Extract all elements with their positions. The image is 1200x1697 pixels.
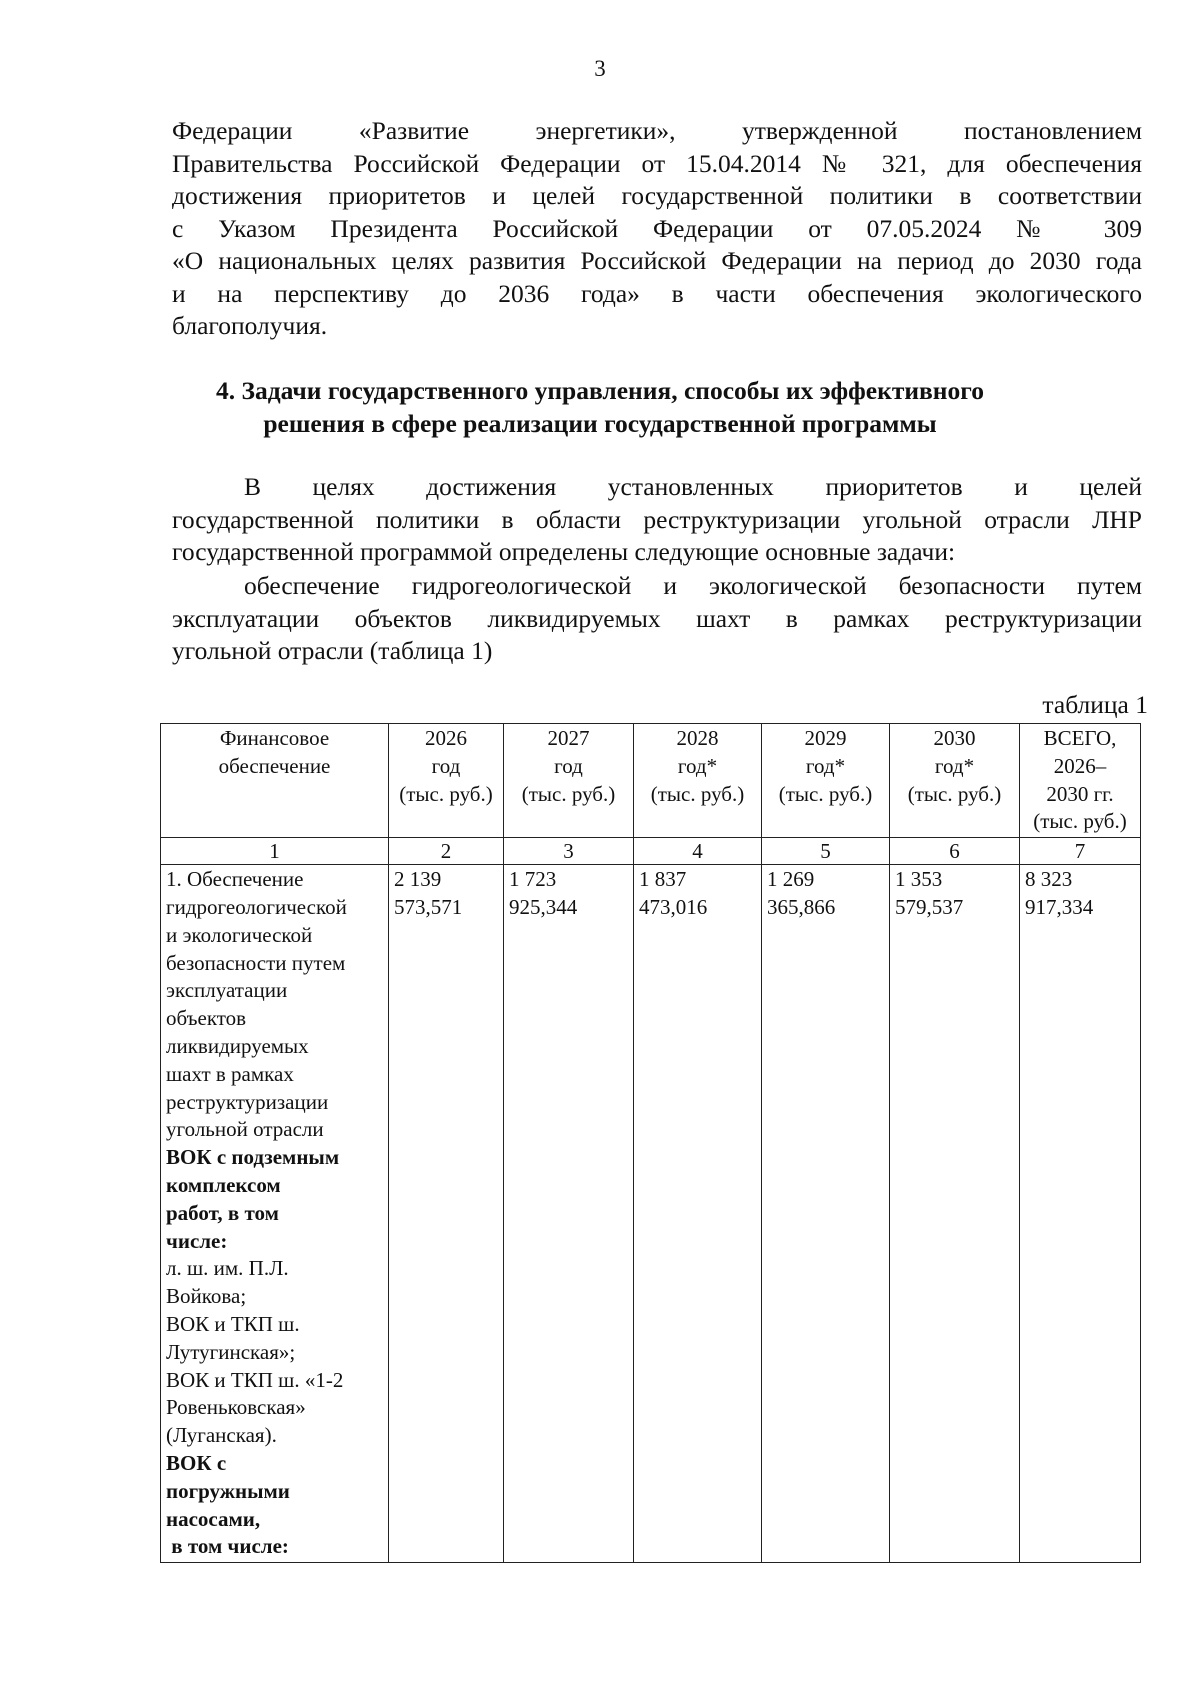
row-label-bold-line: в том числе: bbox=[166, 1534, 289, 1559]
value-cell-2026: 2 139 573,571 bbox=[389, 865, 504, 1563]
row-label-bold-line: работ, в том bbox=[166, 1200, 279, 1225]
header-cell-2029: 2029 год* (тыс. руб.) bbox=[762, 724, 890, 838]
text-line: Правительства Российской Федерации от 15.04.2014 № 321, для обеспечения bbox=[172, 148, 1142, 178]
column-number: 7 bbox=[1020, 838, 1141, 865]
row-label-line: Войкова; bbox=[166, 1284, 247, 1309]
section-paragraph-1 bbox=[172, 471, 1142, 569]
text-line: и на перспективу до 2036 года» в части обеспечения экологического bbox=[172, 278, 1142, 308]
column-number: 5 bbox=[762, 838, 890, 865]
value-cell-2027: 1 723 925,344 bbox=[504, 865, 634, 1563]
row-label-bold-line: насосами, bbox=[166, 1506, 261, 1531]
column-number: 2 bbox=[389, 838, 504, 865]
column-number: 6 bbox=[890, 838, 1020, 865]
value-cell-2029: 1 269 365,866 bbox=[762, 865, 890, 1563]
text-line: государственной политики в области реструктуризации угольной отрасли ЛНР bbox=[172, 504, 1142, 534]
row-label-line: шахт в рамках bbox=[166, 1061, 294, 1086]
text-line: эксплуатации объектов ликвидируемых шахт в рамках реструктуризации bbox=[172, 603, 1142, 633]
row-label-line: объектов bbox=[166, 1006, 247, 1031]
row-label-line: реструктуризации bbox=[166, 1089, 329, 1114]
page-number: 3 bbox=[594, 56, 606, 81]
row-label-bold-line: погружными bbox=[166, 1478, 290, 1503]
table-header-row bbox=[161, 724, 1141, 838]
financing-table bbox=[160, 723, 1141, 1563]
header-cell-financing: Финансовое обеспечение bbox=[161, 724, 389, 838]
row-label-line: Ровеньковская» bbox=[166, 1395, 306, 1420]
value-cell-total: 8 323 917,334 bbox=[1020, 865, 1141, 1563]
text-line: государственной программой определены следующие основные задачи: bbox=[172, 537, 956, 566]
row-label-line: безопасности путем bbox=[166, 950, 346, 975]
heading-line: 4. Задачи государственного управления, способы их эффективного bbox=[216, 376, 984, 405]
text-line: с Указом Президента Российской Федерации от 07.05.2024 № 309 bbox=[172, 213, 1142, 243]
text-line: Федерации «Развитие энергетики», утвержденной постановлением bbox=[172, 116, 1142, 145]
text-line: угольной отрасли (таблица 1) bbox=[172, 636, 493, 665]
column-number: 3 bbox=[504, 838, 634, 865]
row-label-bold-line: комплексом bbox=[166, 1172, 281, 1197]
row-label-bold-line: ВОК с подземным bbox=[166, 1145, 340, 1170]
row-label-line: Лутугинская»; bbox=[166, 1339, 296, 1364]
row-label-line: ликвидируемых bbox=[166, 1033, 309, 1058]
header-cell-2026: 2026 год (тыс. руб.) bbox=[389, 724, 504, 838]
text-line: достижения приоритетов и целей государственной политики в соответствии bbox=[172, 181, 1142, 210]
text-line: благополучия. bbox=[172, 311, 328, 340]
intro-paragraph bbox=[172, 115, 1142, 343]
value-cell-2030: 1 353 579,537 bbox=[890, 865, 1020, 1563]
row-label-line: л. ш. им. П.Л. bbox=[166, 1256, 289, 1281]
row-label-line: эксплуатации bbox=[166, 978, 288, 1003]
header-cell-2030: 2030 год* (тыс. руб.) bbox=[890, 724, 1020, 838]
row-label-line: (Луганская). bbox=[166, 1423, 277, 1448]
text-line: обеспечение гидрогеологической и экологической безопасности путем bbox=[244, 571, 1142, 600]
section-paragraph-2 bbox=[172, 570, 1142, 668]
header-cell-2028: 2028 год* (тыс. руб.) bbox=[634, 724, 762, 838]
table-caption: таблица 1 bbox=[1042, 690, 1148, 719]
text-line: «О национальных целях развития Российской Федерации на период до 2030 года bbox=[172, 246, 1142, 275]
header-cell-total: ВСЕГО, 2026– 2030 гг. (тыс. руб.) bbox=[1020, 724, 1141, 838]
row-label-line: и экологической bbox=[166, 922, 313, 947]
section-heading bbox=[0, 374, 1200, 440]
table-row bbox=[161, 865, 1141, 1563]
row-label-bold-line: ВОК с bbox=[166, 1450, 227, 1475]
row-label-line: гидрогеологической bbox=[166, 894, 347, 919]
column-number: 4 bbox=[634, 838, 762, 865]
row-label-line: ВОК и ТКП ш. «1-2 bbox=[166, 1367, 344, 1392]
value-cell-2028: 1 837 473,016 bbox=[634, 865, 762, 1563]
header-cell-2027: 2027 год (тыс. руб.) bbox=[504, 724, 634, 838]
heading-line: решения в сфере реализации государственной программы bbox=[263, 409, 937, 438]
row-label-cell bbox=[161, 865, 389, 1563]
text-line: В целях достижения установленных приоритетов и целей bbox=[244, 472, 1142, 501]
row-label-line: 1. Обеспечение bbox=[166, 867, 304, 892]
row-label-line: угольной отрасли bbox=[166, 1117, 324, 1142]
column-number-row bbox=[161, 838, 1141, 865]
row-label-bold-line: числе: bbox=[166, 1228, 228, 1253]
row-label-line: ВОК и ТКП ш. bbox=[166, 1311, 300, 1336]
column-number: 1 bbox=[161, 838, 389, 865]
